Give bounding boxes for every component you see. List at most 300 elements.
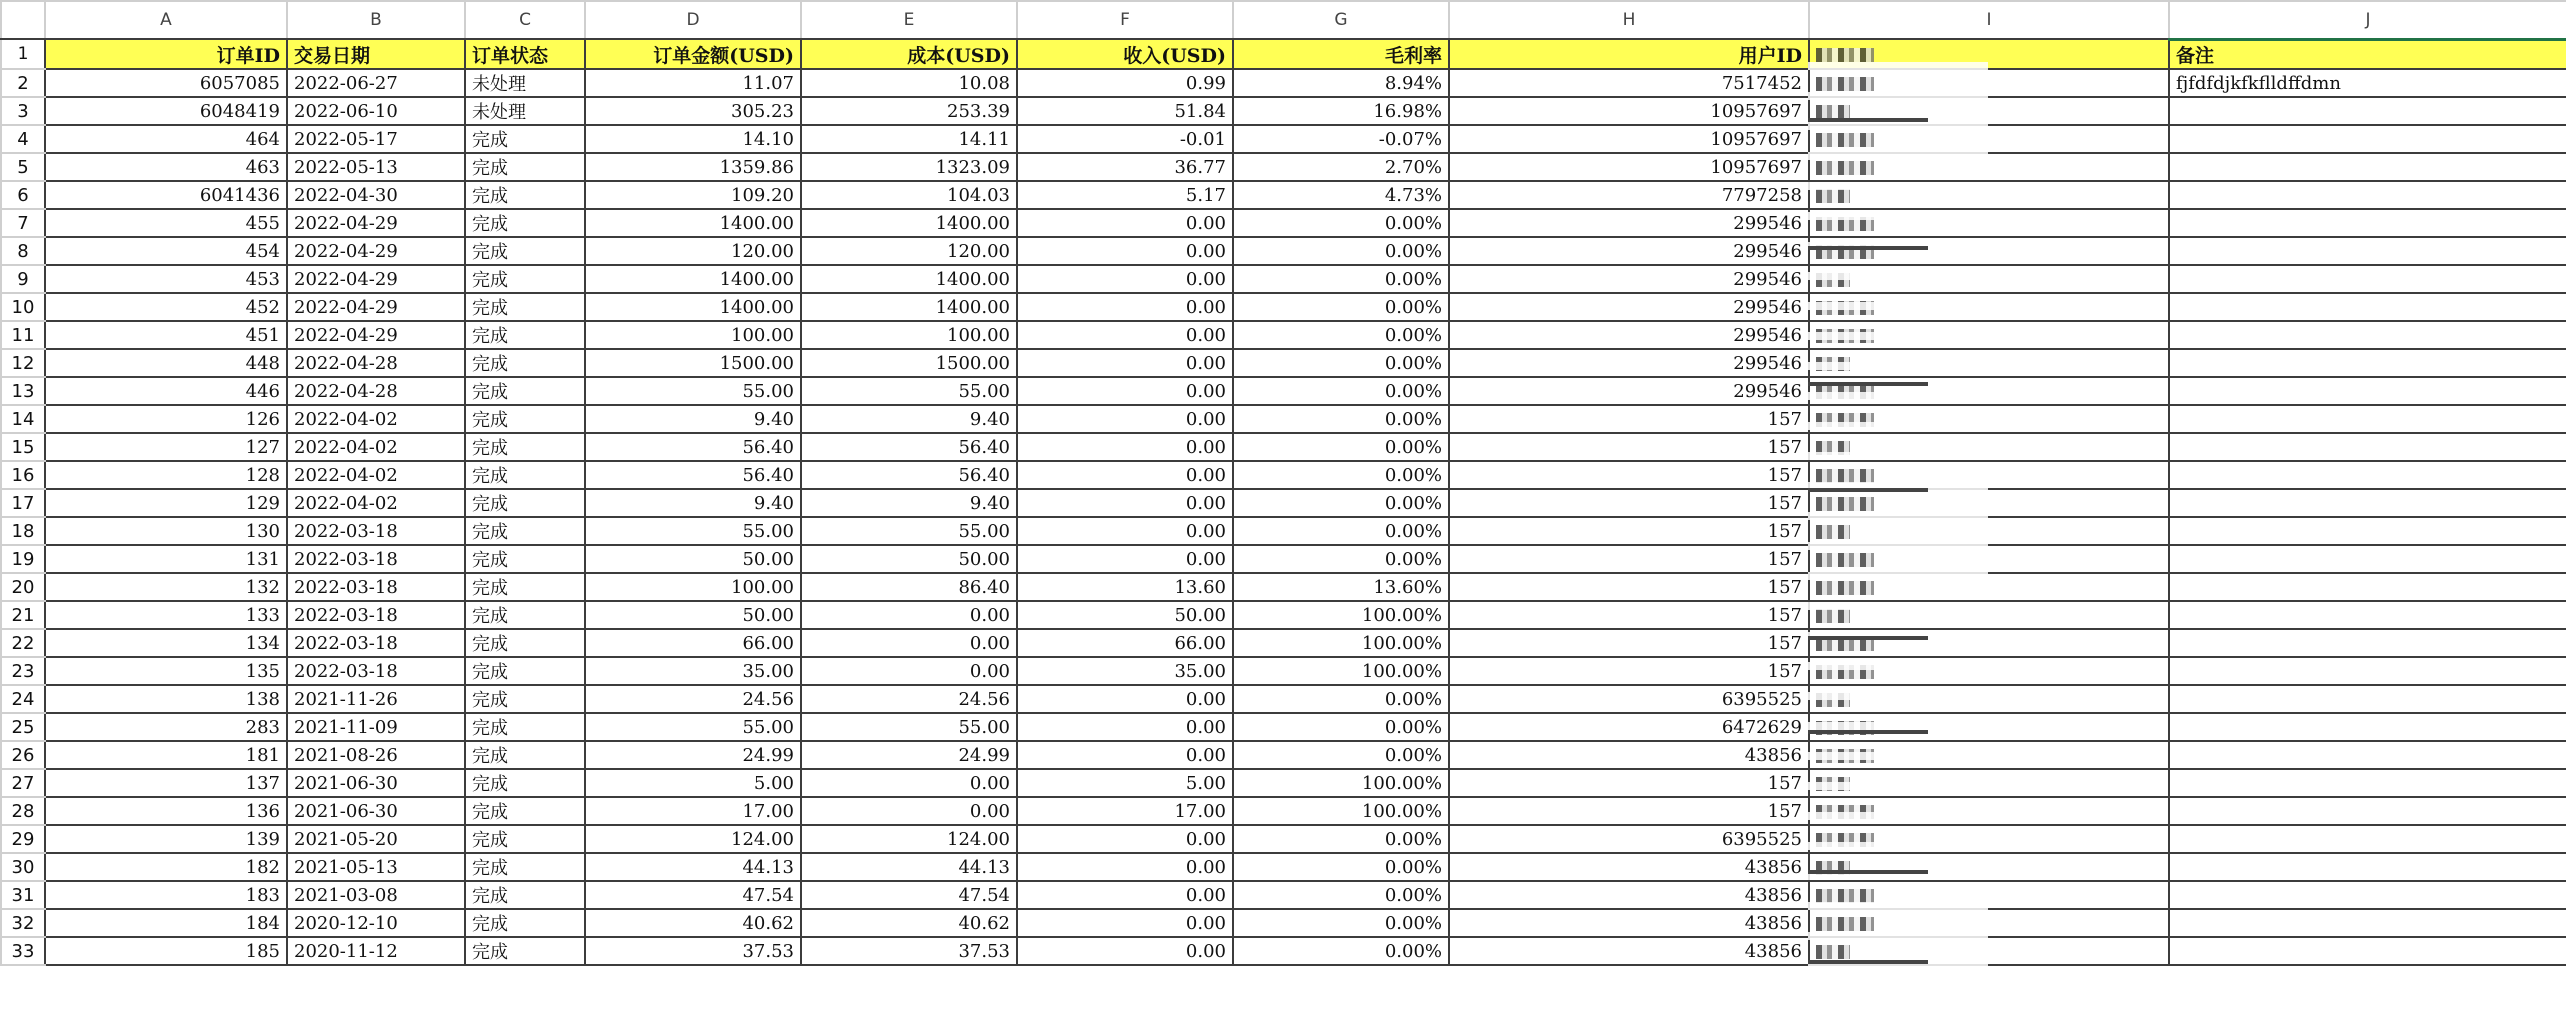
- cell-cost[interactable]: 44.13: [801, 853, 1017, 881]
- cell-cost[interactable]: 0.00: [801, 797, 1017, 825]
- cell-margin[interactable]: 0.00%: [1233, 209, 1449, 237]
- cell-income[interactable]: 0.00: [1017, 545, 1233, 573]
- column-header-e[interactable]: E: [801, 1, 1017, 39]
- cell-username-redacted[interactable]: [1809, 797, 2169, 825]
- cell-note[interactable]: [2169, 265, 2566, 293]
- cell-cost[interactable]: 1400.00: [801, 293, 1017, 321]
- cell-margin[interactable]: 0.00%: [1233, 853, 1449, 881]
- cell-trade-date[interactable]: 2022-03-18: [287, 545, 465, 573]
- cell-order-amount[interactable]: 109.20: [585, 181, 801, 209]
- cell-order-id[interactable]: 283: [45, 713, 287, 741]
- cell-user-id[interactable]: 299546: [1449, 321, 1809, 349]
- cell-order-id[interactable]: 130: [45, 517, 287, 545]
- cell-order-amount[interactable]: 1500.00: [585, 349, 801, 377]
- cell-order-id[interactable]: 6041436: [45, 181, 287, 209]
- column-header-h[interactable]: H: [1449, 1, 1809, 39]
- cell-note[interactable]: [2169, 349, 2566, 377]
- cell-trade-date[interactable]: 2022-03-18: [287, 629, 465, 657]
- cell-cost[interactable]: 10.08: [801, 69, 1017, 97]
- cell-username-redacted[interactable]: [1809, 377, 2169, 405]
- cell-order-status[interactable]: 完成: [465, 545, 585, 573]
- cell-cost[interactable]: 124.00: [801, 825, 1017, 853]
- cell-income[interactable]: 0.00: [1017, 405, 1233, 433]
- cell-user-id[interactable]: 157: [1449, 545, 1809, 573]
- cell-trade-date[interactable]: 2022-04-28: [287, 377, 465, 405]
- cell-trade-date[interactable]: 2022-04-29: [287, 321, 465, 349]
- cell-note[interactable]: [2169, 685, 2566, 713]
- cell-order-amount[interactable]: 1359.86: [585, 153, 801, 181]
- row-number[interactable]: 31: [1, 881, 45, 909]
- cell-cost[interactable]: 9.40: [801, 405, 1017, 433]
- cell-order-amount[interactable]: 1400.00: [585, 265, 801, 293]
- cell-order-id[interactable]: 184: [45, 909, 287, 937]
- cell-income[interactable]: 0.99: [1017, 69, 1233, 97]
- row-number[interactable]: 1: [1, 39, 45, 69]
- cell-order-amount[interactable]: 56.40: [585, 433, 801, 461]
- cell-trade-date[interactable]: 2022-06-27: [287, 69, 465, 97]
- cell-income[interactable]: 0.00: [1017, 853, 1233, 881]
- cell-order-id[interactable]: 126: [45, 405, 287, 433]
- cell-order-id[interactable]: 137: [45, 769, 287, 797]
- cell-trade-date[interactable]: 2022-04-29: [287, 237, 465, 265]
- cell-order-id[interactable]: 138: [45, 685, 287, 713]
- cell-username-redacted[interactable]: [1809, 125, 2169, 153]
- cell-username-redacted[interactable]: [1809, 181, 2169, 209]
- header-cell-username-redacted[interactable]: [1809, 39, 2169, 69]
- cell-cost[interactable]: 37.53: [801, 937, 1017, 965]
- cell-cost[interactable]: 55.00: [801, 517, 1017, 545]
- cell-cost[interactable]: 40.62: [801, 909, 1017, 937]
- cell-note[interactable]: [2169, 237, 2566, 265]
- cell-income[interactable]: 0.00: [1017, 881, 1233, 909]
- cell-trade-date[interactable]: 2022-04-02: [287, 461, 465, 489]
- row-number[interactable]: 7: [1, 209, 45, 237]
- row-number[interactable]: 33: [1, 937, 45, 965]
- row-number[interactable]: 16: [1, 461, 45, 489]
- cell-margin[interactable]: 0.00%: [1233, 937, 1449, 965]
- row-number[interactable]: 8: [1, 237, 45, 265]
- cell-income[interactable]: 36.77: [1017, 153, 1233, 181]
- cell-income[interactable]: 5.17: [1017, 181, 1233, 209]
- cell-order-id[interactable]: 464: [45, 125, 287, 153]
- cell-margin[interactable]: 16.98%: [1233, 97, 1449, 125]
- cell-order-id[interactable]: 455: [45, 209, 287, 237]
- cell-order-amount[interactable]: 1400.00: [585, 209, 801, 237]
- cell-username-redacted[interactable]: [1809, 461, 2169, 489]
- cell-order-status[interactable]: 完成: [465, 461, 585, 489]
- cell-username-redacted[interactable]: [1809, 937, 2169, 965]
- cell-order-amount[interactable]: 37.53: [585, 937, 801, 965]
- column-header-a[interactable]: A: [45, 1, 287, 39]
- cell-order-amount[interactable]: 56.40: [585, 461, 801, 489]
- cell-trade-date[interactable]: 2021-06-30: [287, 797, 465, 825]
- cell-user-id[interactable]: 157: [1449, 405, 1809, 433]
- cell-order-amount[interactable]: 66.00: [585, 629, 801, 657]
- cell-trade-date[interactable]: 2022-04-29: [287, 265, 465, 293]
- cell-note[interactable]: [2169, 713, 2566, 741]
- row-number[interactable]: 23: [1, 657, 45, 685]
- cell-trade-date[interactable]: 2021-05-13: [287, 853, 465, 881]
- cell-order-amount[interactable]: 1400.00: [585, 293, 801, 321]
- cell-income[interactable]: 0.00: [1017, 349, 1233, 377]
- cell-cost[interactable]: 24.56: [801, 685, 1017, 713]
- cell-order-id[interactable]: 452: [45, 293, 287, 321]
- cell-cost[interactable]: 104.03: [801, 181, 1017, 209]
- column-header-f[interactable]: F: [1017, 1, 1233, 39]
- cell-income[interactable]: 0.00: [1017, 741, 1233, 769]
- cell-order-status[interactable]: 完成: [465, 265, 585, 293]
- cell-income[interactable]: 51.84: [1017, 97, 1233, 125]
- cell-order-amount[interactable]: 100.00: [585, 573, 801, 601]
- row-number[interactable]: 19: [1, 545, 45, 573]
- cell-user-id[interactable]: 10957697: [1449, 125, 1809, 153]
- cell-username-redacted[interactable]: [1809, 601, 2169, 629]
- header-cell-income[interactable]: 收入(USD): [1017, 39, 1233, 69]
- cell-order-status[interactable]: 完成: [465, 573, 585, 601]
- cell-cost[interactable]: 253.39: [801, 97, 1017, 125]
- cell-note[interactable]: [2169, 573, 2566, 601]
- cell-username-redacted[interactable]: [1809, 657, 2169, 685]
- cell-income[interactable]: 0.00: [1017, 825, 1233, 853]
- cell-user-id[interactable]: 10957697: [1449, 97, 1809, 125]
- cell-user-id[interactable]: 43856: [1449, 881, 1809, 909]
- cell-margin[interactable]: -0.07%: [1233, 125, 1449, 153]
- header-cell-note[interactable]: 备注: [2169, 39, 2566, 69]
- cell-trade-date[interactable]: 2022-04-29: [287, 293, 465, 321]
- row-number[interactable]: 25: [1, 713, 45, 741]
- cell-username-redacted[interactable]: [1809, 321, 2169, 349]
- cell-user-id[interactable]: 6395525: [1449, 825, 1809, 853]
- cell-order-amount[interactable]: 24.99: [585, 741, 801, 769]
- cell-note[interactable]: [2169, 797, 2566, 825]
- cell-note[interactable]: [2169, 321, 2566, 349]
- cell-order-amount[interactable]: 17.00: [585, 797, 801, 825]
- cell-order-amount[interactable]: 9.40: [585, 405, 801, 433]
- cell-order-status[interactable]: 完成: [465, 769, 585, 797]
- cell-cost[interactable]: 120.00: [801, 237, 1017, 265]
- cell-cost[interactable]: 14.11: [801, 125, 1017, 153]
- cell-note[interactable]: [2169, 601, 2566, 629]
- cell-username-redacted[interactable]: [1809, 265, 2169, 293]
- cell-margin[interactable]: 0.00%: [1233, 489, 1449, 517]
- cell-note[interactable]: [2169, 181, 2566, 209]
- row-number[interactable]: 3: [1, 97, 45, 125]
- column-header-c[interactable]: C: [465, 1, 585, 39]
- cell-order-id[interactable]: 133: [45, 601, 287, 629]
- column-header-j[interactable]: J: [2169, 1, 2566, 39]
- cell-username-redacted[interactable]: [1809, 97, 2169, 125]
- cell-user-id[interactable]: 157: [1449, 573, 1809, 601]
- cell-note[interactable]: [2169, 545, 2566, 573]
- cell-order-id[interactable]: 446: [45, 377, 287, 405]
- header-cell-user-id[interactable]: 用户ID: [1449, 39, 1809, 69]
- cell-trade-date[interactable]: 2020-12-10: [287, 909, 465, 937]
- cell-order-amount[interactable]: 9.40: [585, 489, 801, 517]
- cell-income[interactable]: 35.00: [1017, 657, 1233, 685]
- cell-order-status[interactable]: 完成: [465, 405, 585, 433]
- cell-username-redacted[interactable]: [1809, 405, 2169, 433]
- cell-user-id[interactable]: 43856: [1449, 741, 1809, 769]
- cell-username-redacted[interactable]: [1809, 153, 2169, 181]
- cell-income[interactable]: 0.00: [1017, 937, 1233, 965]
- row-number[interactable]: 11: [1, 321, 45, 349]
- row-number[interactable]: 18: [1, 517, 45, 545]
- cell-note[interactable]: [2169, 293, 2566, 321]
- cell-user-id[interactable]: 157: [1449, 769, 1809, 797]
- cell-order-amount[interactable]: 305.23: [585, 97, 801, 125]
- select-all-corner[interactable]: [1, 1, 45, 39]
- cell-order-status[interactable]: 完成: [465, 321, 585, 349]
- cell-margin[interactable]: 13.60%: [1233, 573, 1449, 601]
- cell-income[interactable]: 0.00: [1017, 377, 1233, 405]
- cell-cost[interactable]: 1400.00: [801, 209, 1017, 237]
- cell-username-redacted[interactable]: [1809, 517, 2169, 545]
- cell-income[interactable]: 0.00: [1017, 713, 1233, 741]
- cell-income[interactable]: 0.00: [1017, 237, 1233, 265]
- cell-user-id[interactable]: 157: [1449, 629, 1809, 657]
- cell-order-amount[interactable]: 14.10: [585, 125, 801, 153]
- cell-order-amount[interactable]: 47.54: [585, 881, 801, 909]
- cell-username-redacted[interactable]: [1809, 769, 2169, 797]
- cell-margin[interactable]: 0.00%: [1233, 405, 1449, 433]
- cell-margin[interactable]: 0.00%: [1233, 237, 1449, 265]
- cell-order-status[interactable]: 完成: [465, 853, 585, 881]
- cell-order-amount[interactable]: 50.00: [585, 545, 801, 573]
- cell-trade-date[interactable]: 2021-06-30: [287, 769, 465, 797]
- cell-margin[interactable]: 0.00%: [1233, 461, 1449, 489]
- cell-margin[interactable]: 0.00%: [1233, 881, 1449, 909]
- cell-user-id[interactable]: 299546: [1449, 377, 1809, 405]
- cell-margin[interactable]: 0.00%: [1233, 321, 1449, 349]
- cell-income[interactable]: 5.00: [1017, 769, 1233, 797]
- cell-income[interactable]: 17.00: [1017, 797, 1233, 825]
- cell-order-status[interactable]: 完成: [465, 293, 585, 321]
- cell-cost[interactable]: 24.99: [801, 741, 1017, 769]
- cell-user-id[interactable]: 10957697: [1449, 153, 1809, 181]
- column-header-d[interactable]: D: [585, 1, 801, 39]
- cell-income[interactable]: 0.00: [1017, 433, 1233, 461]
- cell-income[interactable]: 0.00: [1017, 293, 1233, 321]
- cell-user-id[interactable]: 157: [1449, 461, 1809, 489]
- cell-order-status[interactable]: 完成: [465, 909, 585, 937]
- cell-margin[interactable]: 0.00%: [1233, 825, 1449, 853]
- cell-user-id[interactable]: 157: [1449, 489, 1809, 517]
- cell-trade-date[interactable]: 2022-04-02: [287, 405, 465, 433]
- header-cell-order-status[interactable]: 订单状态: [465, 39, 585, 69]
- cell-order-amount[interactable]: 35.00: [585, 657, 801, 685]
- cell-trade-date[interactable]: 2022-04-28: [287, 349, 465, 377]
- cell-note[interactable]: [2169, 517, 2566, 545]
- cell-order-id[interactable]: 453: [45, 265, 287, 293]
- cell-income[interactable]: 0.00: [1017, 489, 1233, 517]
- header-cell-trade-date[interactable]: 交易日期: [287, 39, 465, 69]
- cell-user-id[interactable]: 43856: [1449, 853, 1809, 881]
- column-header-b[interactable]: B: [287, 1, 465, 39]
- cell-username-redacted[interactable]: [1809, 909, 2169, 937]
- cell-order-status[interactable]: 完成: [465, 685, 585, 713]
- row-number[interactable]: 20: [1, 573, 45, 601]
- cell-order-amount[interactable]: 5.00: [585, 769, 801, 797]
- cell-order-id[interactable]: 131: [45, 545, 287, 573]
- cell-order-amount[interactable]: 55.00: [585, 517, 801, 545]
- cell-username-redacted[interactable]: [1809, 433, 2169, 461]
- cell-trade-date[interactable]: 2020-11-12: [287, 937, 465, 965]
- cell-order-amount[interactable]: 100.00: [585, 321, 801, 349]
- cell-username-redacted[interactable]: [1809, 209, 2169, 237]
- cell-cost[interactable]: 56.40: [801, 461, 1017, 489]
- cell-income[interactable]: 0.00: [1017, 321, 1233, 349]
- cell-order-id[interactable]: 451: [45, 321, 287, 349]
- cell-username-redacted[interactable]: [1809, 573, 2169, 601]
- cell-user-id[interactable]: 43856: [1449, 909, 1809, 937]
- cell-income[interactable]: 0.00: [1017, 685, 1233, 713]
- cell-order-id[interactable]: 6048419: [45, 97, 287, 125]
- cell-margin[interactable]: 0.00%: [1233, 265, 1449, 293]
- cell-note[interactable]: [2169, 377, 2566, 405]
- cell-margin[interactable]: 0.00%: [1233, 685, 1449, 713]
- cell-cost[interactable]: 50.00: [801, 545, 1017, 573]
- cell-income[interactable]: 0.00: [1017, 461, 1233, 489]
- cell-order-status[interactable]: 完成: [465, 209, 585, 237]
- column-header-i[interactable]: I: [1809, 1, 2169, 39]
- cell-order-amount[interactable]: 50.00: [585, 601, 801, 629]
- cell-order-id[interactable]: 185: [45, 937, 287, 965]
- row-number[interactable]: 4: [1, 125, 45, 153]
- cell-user-id[interactable]: 157: [1449, 433, 1809, 461]
- cell-cost[interactable]: 9.40: [801, 489, 1017, 517]
- cell-trade-date[interactable]: 2022-03-18: [287, 517, 465, 545]
- cell-user-id[interactable]: 299546: [1449, 293, 1809, 321]
- cell-order-status[interactable]: 完成: [465, 377, 585, 405]
- cell-trade-date[interactable]: 2021-03-08: [287, 881, 465, 909]
- cell-order-id[interactable]: 448: [45, 349, 287, 377]
- cell-margin[interactable]: 0.00%: [1233, 713, 1449, 741]
- cell-trade-date[interactable]: 2022-03-18: [287, 657, 465, 685]
- cell-note[interactable]: [2169, 657, 2566, 685]
- cell-trade-date[interactable]: 2022-04-02: [287, 433, 465, 461]
- header-cell-order-amount[interactable]: 订单金额(USD): [585, 39, 801, 69]
- cell-username-redacted[interactable]: [1809, 629, 2169, 657]
- cell-order-amount[interactable]: 120.00: [585, 237, 801, 265]
- cell-cost[interactable]: 0.00: [801, 629, 1017, 657]
- cell-note[interactable]: [2169, 629, 2566, 657]
- cell-username-redacted[interactable]: [1809, 489, 2169, 517]
- cell-income[interactable]: 0.00: [1017, 265, 1233, 293]
- cell-user-id[interactable]: 6472629: [1449, 713, 1809, 741]
- cell-margin[interactable]: 0.00%: [1233, 433, 1449, 461]
- cell-order-amount[interactable]: 55.00: [585, 713, 801, 741]
- cell-note[interactable]: [2169, 209, 2566, 237]
- cell-trade-date[interactable]: 2022-05-13: [287, 153, 465, 181]
- cell-cost[interactable]: 0.00: [801, 657, 1017, 685]
- row-number[interactable]: 24: [1, 685, 45, 713]
- row-number[interactable]: 30: [1, 853, 45, 881]
- row-number[interactable]: 17: [1, 489, 45, 517]
- cell-note[interactable]: fjfdfdjkfkflldffdmn: [2169, 69, 2566, 97]
- cell-margin[interactable]: 100.00%: [1233, 657, 1449, 685]
- cell-income[interactable]: 0.00: [1017, 909, 1233, 937]
- cell-trade-date[interactable]: 2021-11-09: [287, 713, 465, 741]
- row-number[interactable]: 29: [1, 825, 45, 853]
- cell-note[interactable]: [2169, 881, 2566, 909]
- cell-trade-date[interactable]: 2022-03-18: [287, 601, 465, 629]
- cell-cost[interactable]: 1323.09: [801, 153, 1017, 181]
- row-number[interactable]: 27: [1, 769, 45, 797]
- cell-note[interactable]: [2169, 769, 2566, 797]
- cell-note[interactable]: [2169, 125, 2566, 153]
- cell-username-redacted[interactable]: [1809, 825, 2169, 853]
- cell-order-id[interactable]: 134: [45, 629, 287, 657]
- header-cell-margin[interactable]: 毛利率: [1233, 39, 1449, 69]
- cell-user-id[interactable]: 6395525: [1449, 685, 1809, 713]
- cell-margin[interactable]: 0.00%: [1233, 377, 1449, 405]
- cell-order-id[interactable]: 127: [45, 433, 287, 461]
- cell-order-id[interactable]: 181: [45, 741, 287, 769]
- cell-username-redacted[interactable]: [1809, 545, 2169, 573]
- cell-username-redacted[interactable]: [1809, 293, 2169, 321]
- cell-order-id[interactable]: 139: [45, 825, 287, 853]
- cell-margin[interactable]: 100.00%: [1233, 797, 1449, 825]
- cell-margin[interactable]: 100.00%: [1233, 601, 1449, 629]
- cell-income[interactable]: 13.60: [1017, 573, 1233, 601]
- cell-user-id[interactable]: 299546: [1449, 265, 1809, 293]
- cell-order-id[interactable]: 129: [45, 489, 287, 517]
- cell-note[interactable]: [2169, 489, 2566, 517]
- cell-order-amount[interactable]: 24.56: [585, 685, 801, 713]
- cell-margin[interactable]: 0.00%: [1233, 517, 1449, 545]
- cell-margin[interactable]: 0.00%: [1233, 349, 1449, 377]
- cell-income[interactable]: 0.00: [1017, 209, 1233, 237]
- cell-cost[interactable]: 0.00: [801, 601, 1017, 629]
- cell-income[interactable]: -0.01: [1017, 125, 1233, 153]
- column-header-g[interactable]: G: [1233, 1, 1449, 39]
- cell-trade-date[interactable]: 2021-08-26: [287, 741, 465, 769]
- cell-cost[interactable]: 55.00: [801, 377, 1017, 405]
- cell-username-redacted[interactable]: [1809, 237, 2169, 265]
- cell-note[interactable]: [2169, 405, 2566, 433]
- cell-order-status[interactable]: 完成: [465, 713, 585, 741]
- cell-username-redacted[interactable]: [1809, 349, 2169, 377]
- cell-user-id[interactable]: 299546: [1449, 349, 1809, 377]
- cell-note[interactable]: [2169, 461, 2566, 489]
- cell-margin[interactable]: 100.00%: [1233, 629, 1449, 657]
- cell-margin[interactable]: 0.00%: [1233, 545, 1449, 573]
- cell-order-status[interactable]: 完成: [465, 433, 585, 461]
- cell-trade-date[interactable]: 2022-03-18: [287, 573, 465, 601]
- row-number[interactable]: 13: [1, 377, 45, 405]
- cell-cost[interactable]: 56.40: [801, 433, 1017, 461]
- cell-order-status[interactable]: 未处理: [465, 97, 585, 125]
- cell-note[interactable]: [2169, 825, 2566, 853]
- header-cell-cost[interactable]: 成本(USD): [801, 39, 1017, 69]
- cell-margin[interactable]: 8.94%: [1233, 69, 1449, 97]
- cell-user-id[interactable]: 7517452: [1449, 69, 1809, 97]
- cell-trade-date[interactable]: 2022-04-30: [287, 181, 465, 209]
- cell-margin[interactable]: 100.00%: [1233, 769, 1449, 797]
- cell-order-status[interactable]: 完成: [465, 601, 585, 629]
- cell-order-id[interactable]: 136: [45, 797, 287, 825]
- cell-note[interactable]: [2169, 741, 2566, 769]
- cell-order-id[interactable]: 128: [45, 461, 287, 489]
- cell-cost[interactable]: 86.40: [801, 573, 1017, 601]
- cell-username-redacted[interactable]: [1809, 713, 2169, 741]
- cell-income[interactable]: 66.00: [1017, 629, 1233, 657]
- cell-order-amount[interactable]: 40.62: [585, 909, 801, 937]
- cell-order-status[interactable]: 完成: [465, 237, 585, 265]
- cell-note[interactable]: [2169, 97, 2566, 125]
- cell-order-status[interactable]: 完成: [465, 489, 585, 517]
- row-number[interactable]: 28: [1, 797, 45, 825]
